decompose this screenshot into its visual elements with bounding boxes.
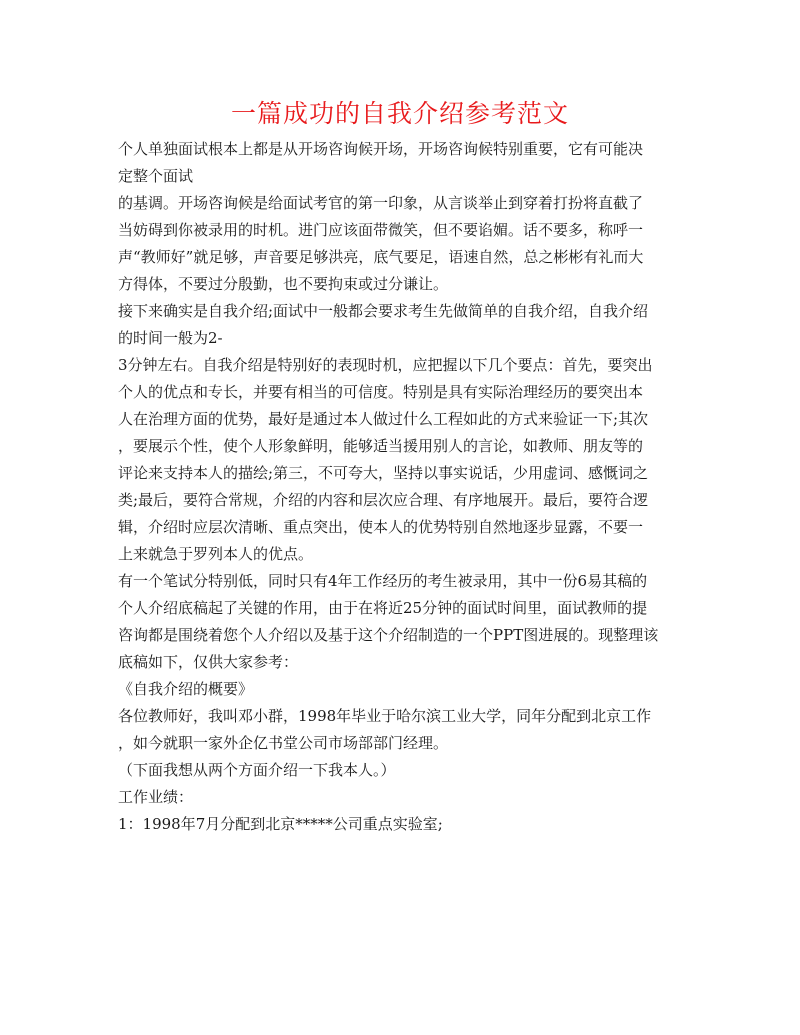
text-line: 个人单独面试根本上都是从开场咨询候开场，开场咨询候特别重要，它有可能决 [118,140,644,158]
text-line: 人在治理方面的优势，最好是通过本人做过什么工程如此的方式来验证一下;其次 [118,410,649,428]
text-line: 的时间一般为2- [118,329,223,347]
text-line: 类;最后，要符合常规，介绍的内容和层次应合理、有序地展开。最后，要符合逻 [118,491,649,509]
text-line: 方得体，不要过分殷勤，也不要拘束或过分谦让。 [118,275,449,293]
text-line: 辑，介绍时应层次清晰、重点突出，使本人的优势特别自然地逐步显露，不要一 [118,518,644,536]
text-line: 工作业绩： [118,788,194,806]
text-line: 3分钟左右。自我介绍是特别好的表现时机，应把握以下几个要点：首先，要突出 [118,356,653,374]
text-line: 各位教师好，我叫邓小群，1998年毕业于哈尔滨工业大学，同年分配到北京工作 [118,707,652,725]
text-line: 咨询都是围绕着您个人介绍以及基于这个介绍制造的一个PPT图进展的。现整理该 [118,626,659,644]
text-line: 声“教师好”就足够，声音要足够洪亮，底气要足，语速自然，总之彬彬有礼而大 [118,248,644,266]
text-line: 定整个面试 [118,167,194,185]
text-line: 《自我介绍的概要》 [118,680,254,698]
text-line: 的基调。开场咨询候是给面试考官的第一印象，从言谈举止到穿着打扮将直截了 [118,194,644,212]
text-line: 个人的优点和专长，并要有相当的可信度。特别是具有实际治理经历的要突出本 [118,383,644,401]
text-line: 评论来支持本人的描绘;第三，不可夸大，坚持以事实说话，少用虚词、感慨词之 [118,464,649,482]
text-line: 底稿如下，仅供大家参考： [118,653,299,671]
text-line: （下面我想从两个方面介绍一下我本人。） [118,761,396,779]
document-body [118,136,682,838]
text-line: ，要展示个性，使个人形象鲜明，能够适当援用别人的言论，如教师、朋友等的 [118,437,644,455]
text-line: 有一个笔试分特别低，同时只有4年工作经历的考生被录用，其中一份6易其稿的 [118,572,648,590]
text-line: ，如今就职一家外企亿书堂公司市场部部门经理。 [118,734,449,752]
text-line: 接下来确实是自我介绍;面试中一般都会要求考生先做简单的自我介绍，自我介绍 [118,302,649,320]
text-line: 个人介绍底稿起了关键的作用，由于在将近25分钟的面试时间里，面试教师的提 [118,599,648,617]
text-line: 上来就急于罗列本人的优点。 [118,545,314,563]
text-line: 当妨碍到你被录用的时机。进门应该面带微笑，但不要谄媚。话不要多，称呼一 [118,221,644,239]
document-title: 一篇成功的自我介绍参考范文 [230,99,569,128]
text-line: 1：1998年7月分配到北京*****公司重点实验室; [118,815,443,833]
